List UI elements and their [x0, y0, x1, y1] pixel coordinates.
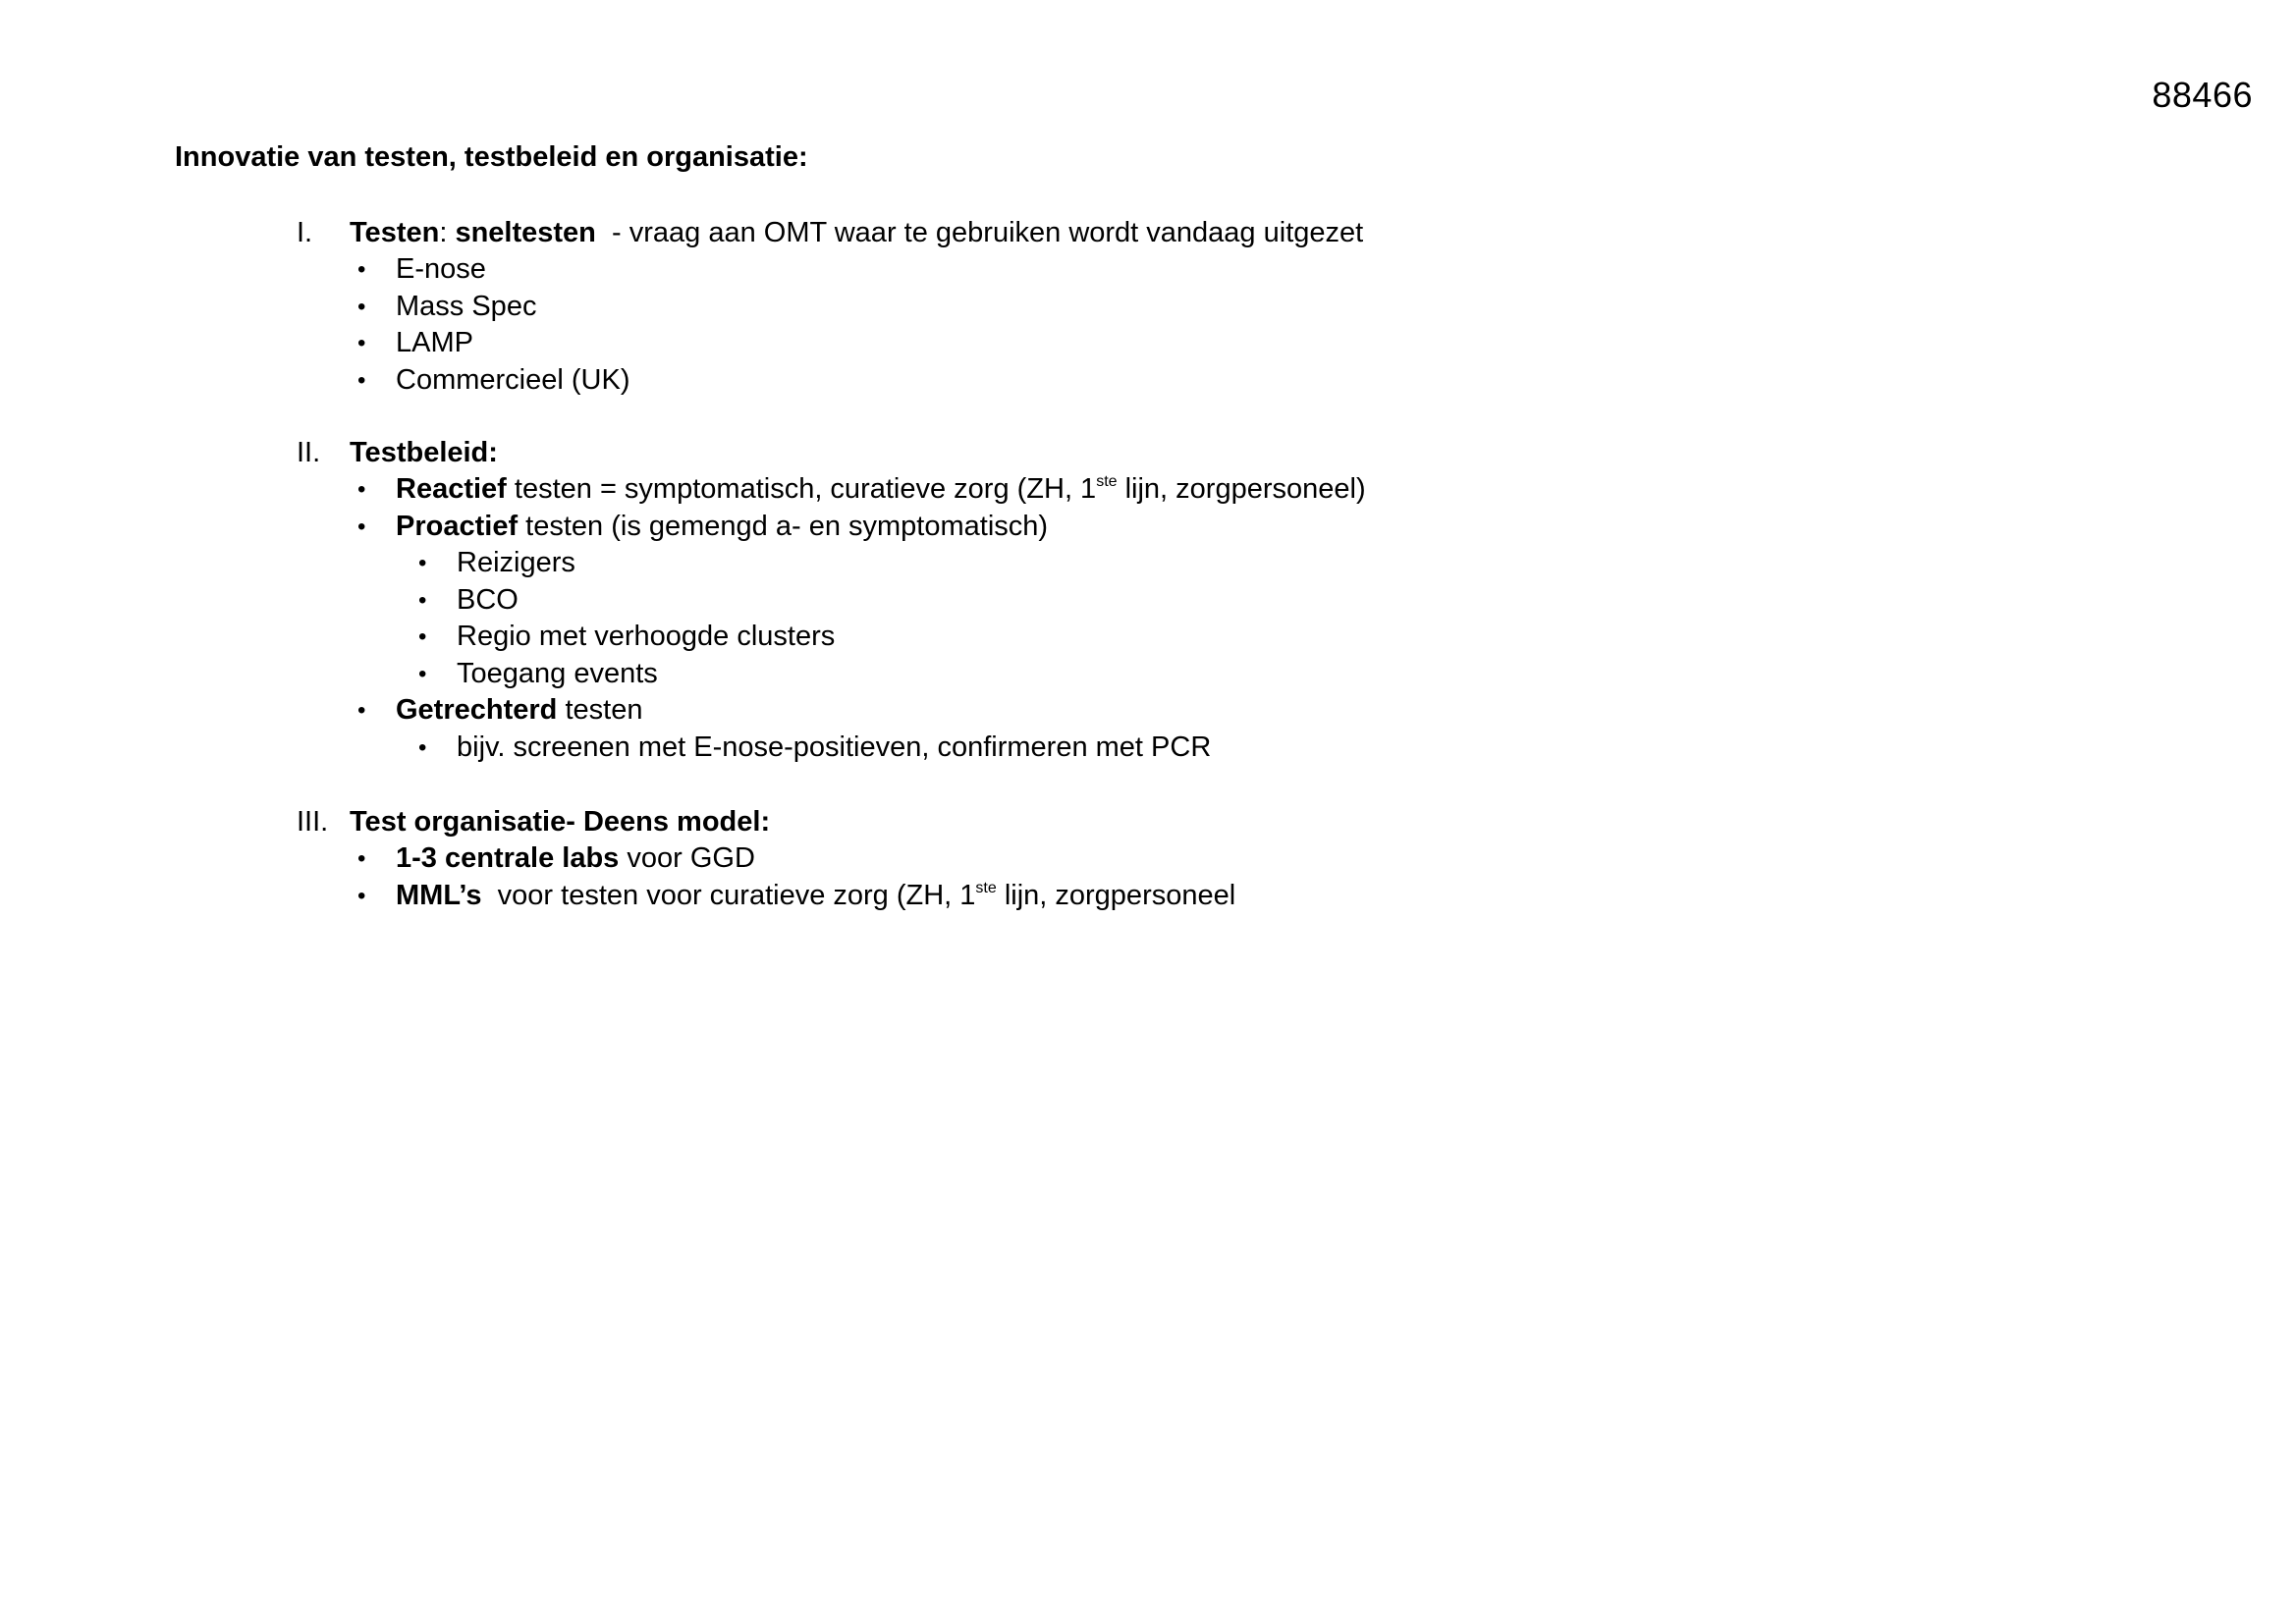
- bullet-icon: •: [418, 623, 427, 650]
- bullet-icon: •: [357, 293, 366, 320]
- list-item: • E-nose: [297, 251, 629, 289]
- bullet-icon: •: [418, 586, 427, 614]
- test-organisatie-list: [297, 840, 1235, 914]
- bullet-icon: •: [418, 550, 427, 576]
- list-item: • LAMP: [297, 325, 629, 362]
- list-item: • Reizigers: [297, 545, 1366, 582]
- section-test-organisatie: [297, 803, 1235, 914]
- section-heading-text: Test organisatie- Deens model:: [350, 806, 771, 838]
- bullet-icon: •: [418, 660, 427, 687]
- section-heading-text: Testbeleid:: [350, 437, 498, 468]
- bullet-icon: •: [357, 513, 366, 540]
- section-heading-text: Testen: sneltesten - vraag aan OMT waar te gebruiken wordt vandaag uitgezet: [350, 217, 1364, 248]
- section-heading: [297, 434, 1366, 471]
- bullet-icon: •: [357, 882, 366, 909]
- section-numeral: II.: [297, 437, 321, 468]
- sneltesten-list: [297, 251, 629, 399]
- section-heading: [297, 803, 1235, 840]
- bullet-icon: •: [357, 697, 366, 724]
- list-item: • Proactief testen (is gemengd a- en symptomatisch): [297, 509, 1366, 546]
- list-item: • Reactief testen = symptomatisch, curatieve zorg (ZH, 1ste lijn, zorgpersoneel): [297, 471, 1366, 509]
- bullet-icon: •: [357, 845, 366, 872]
- bullet-icon: •: [357, 366, 366, 394]
- page-number: 88466: [2152, 75, 2253, 115]
- testbeleid-list: [297, 471, 1366, 766]
- bullet-icon: •: [357, 476, 366, 503]
- list-item: • Toegang events: [297, 656, 1366, 693]
- list-item: • Commercieel (UK): [297, 362, 629, 400]
- section-heading: [297, 214, 1364, 251]
- list-item: • 1-3 centrale labs voor GGD: [297, 840, 1235, 878]
- section-testen: [297, 214, 1364, 399]
- bullet-icon: •: [418, 733, 427, 761]
- list-item: • BCO: [297, 582, 1366, 620]
- list-item: • Regio met verhoogde clusters: [297, 619, 1366, 656]
- section-testbeleid: [297, 434, 1366, 766]
- section-numeral: I.: [297, 217, 313, 248]
- list-item: • Mass Spec: [297, 289, 629, 326]
- list-item: • MML’s voor testen voor curatieve zorg (ZH, 1ste lijn, zorgpersoneel: [297, 878, 1235, 915]
- section-numeral: III.: [297, 806, 329, 838]
- bullet-icon: •: [357, 330, 366, 356]
- bullet-icon: •: [357, 256, 366, 283]
- list-item: • bijv. screenen met E-nose-positieven, confirmeren met PCR: [297, 730, 1366, 767]
- document-title: Innovatie van testen, testbeleid en organisatie:: [175, 141, 808, 173]
- list-item: • Getrechterd testen: [297, 692, 1366, 730]
